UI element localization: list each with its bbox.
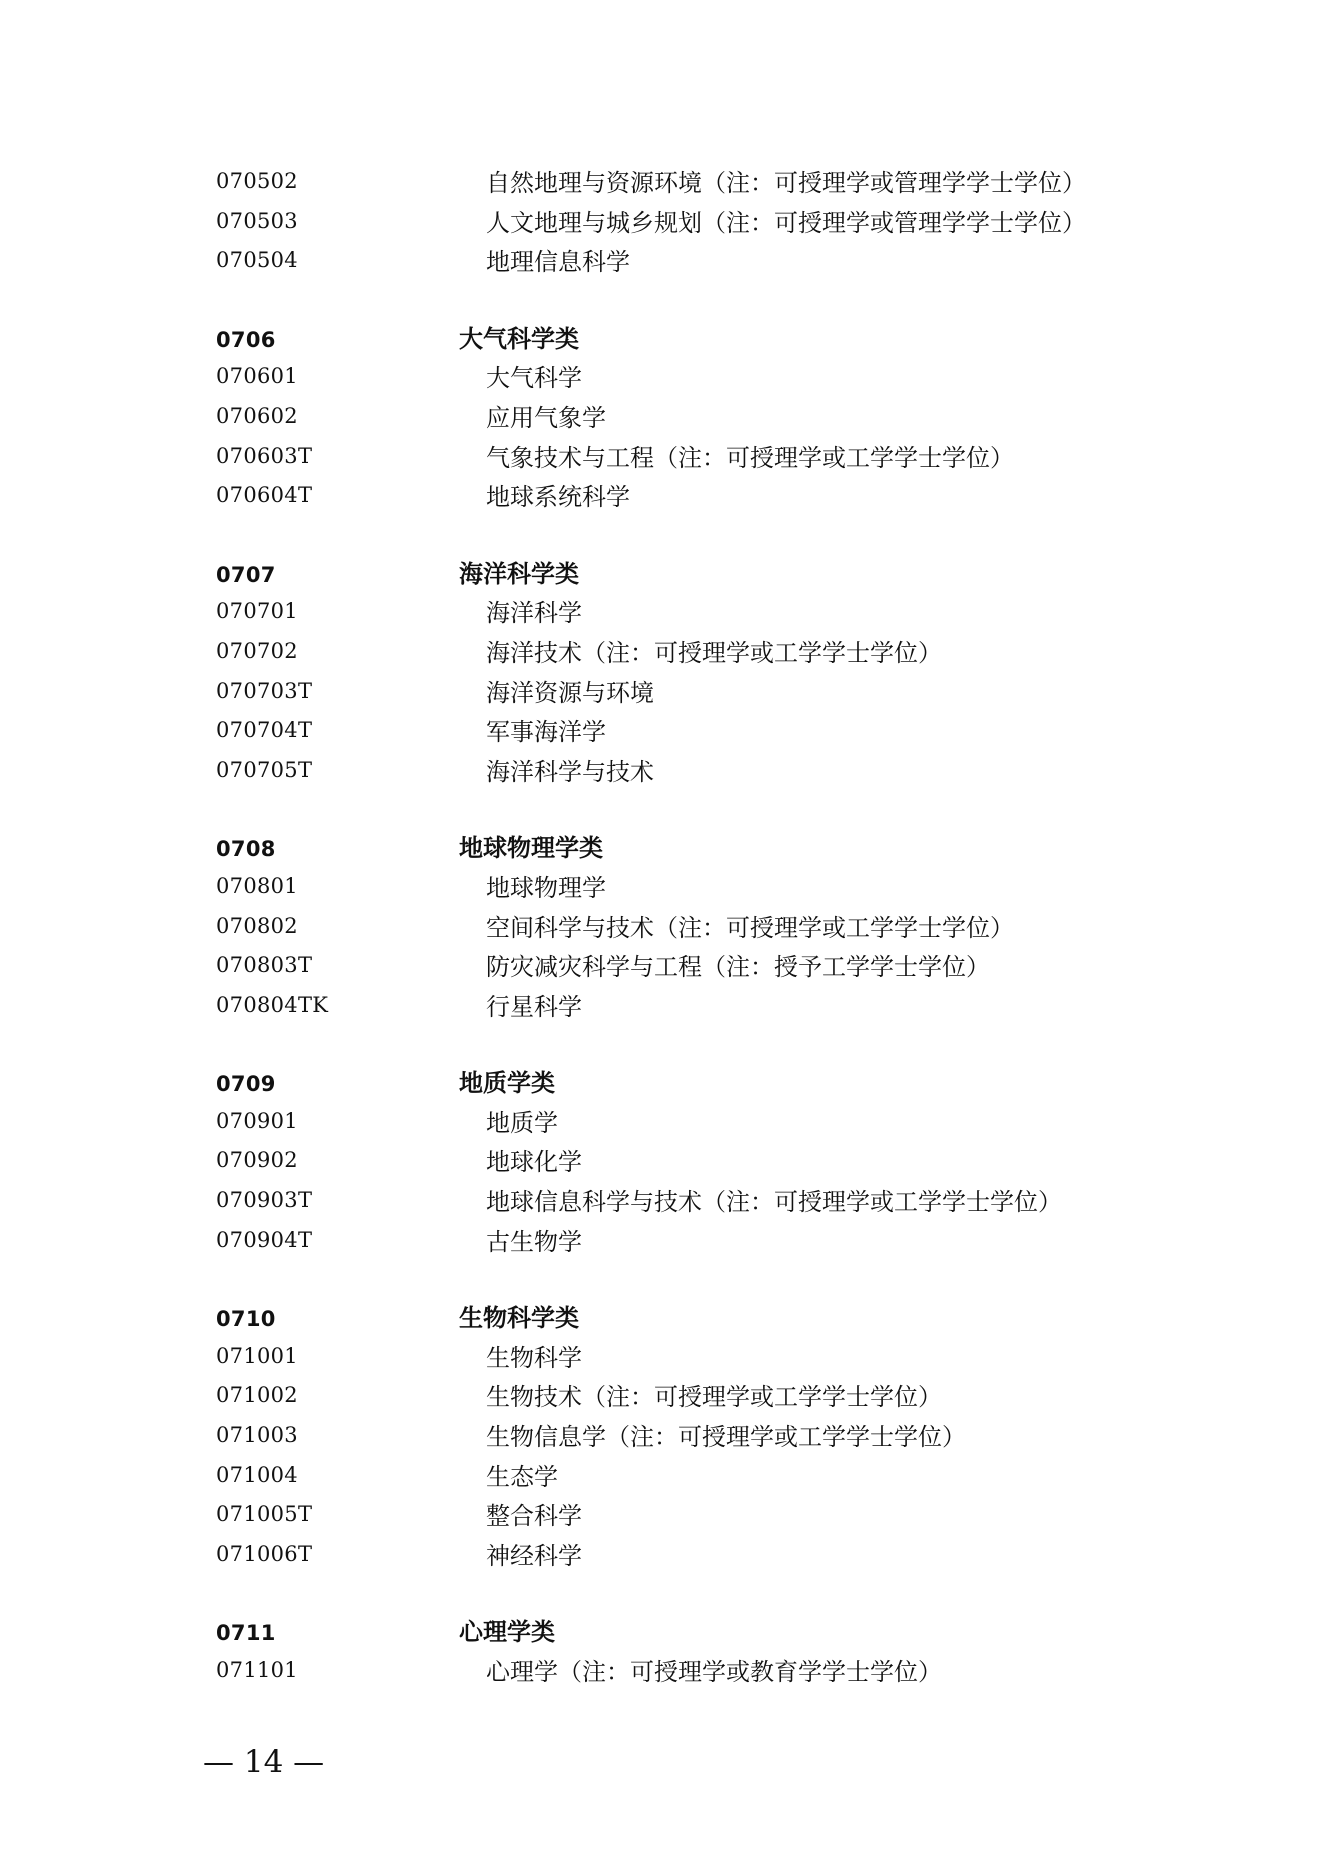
major-name: 心理学（注：可授理学或教育学学士学位） [486,1658,942,1686]
major-code: 070704T [216,718,313,743]
major-code: 070502 [216,169,298,193]
major-code: 071006T [216,1541,313,1566]
category-code: 0707 [216,562,276,587]
major-code: 070603T [216,443,313,468]
major-row [0,990,1323,1030]
major-code: 070503 [216,208,298,233]
major-name: 行星科学 [486,992,582,1021]
major-name: 古生物学 [486,1227,582,1256]
major-name: 地球信息科学与技术（注：可授理学或工学学士学位） [486,1188,1062,1217]
category-code: 0708 [216,837,276,862]
major-name: 生物信息学（注：可授理学或工学学士学位） [486,1423,966,1452]
major-name: 地质学 [486,1108,558,1137]
major-code: 071003 [216,1423,298,1448]
major-row [0,401,1323,441]
major-code: 071004 [216,1462,298,1487]
major-name: 大气科学 [486,364,582,393]
major-code: 070801 [216,873,298,898]
major-row [0,245,1323,285]
major-row [0,871,1323,911]
major-row [0,715,1323,755]
major-row [0,166,1323,206]
major-row [0,676,1323,716]
major-row [0,441,1323,481]
major-row [0,1106,1323,1146]
major-row [0,1380,1323,1420]
major-code: 070705T [216,757,313,782]
major-name: 整合科学 [486,1502,582,1531]
major-name: 军事海洋学 [486,718,606,747]
major-code: 070902 [216,1148,298,1173]
category-header-row [0,1066,1323,1106]
category-name: 地质学类 [459,1069,555,1098]
major-name: 自然地理与资源环境（注：可授理学或管理学学士学位） [486,169,1086,197]
category-name: 生物科学类 [459,1304,579,1333]
major-row [0,1185,1323,1225]
major-code: 070802 [216,913,298,938]
category-name: 心理学类 [459,1618,555,1647]
category-header-row [0,831,1323,871]
major-catalog-list [0,166,1323,1695]
major-row [0,1655,1323,1695]
major-code: 070904T [216,1227,313,1252]
major-code: 070702 [216,638,298,663]
major-row [0,636,1323,676]
major-name: 海洋科学与技术 [486,757,654,786]
major-row [0,911,1323,951]
major-row [0,1460,1323,1500]
major-code: 071001 [216,1343,298,1368]
page-number: — 14 — [203,1744,325,1780]
category-name: 地球物理学类 [459,834,603,863]
category-name: 海洋科学类 [459,559,579,588]
major-code: 070701 [216,599,298,624]
major-name: 地球系统科学 [486,483,630,512]
category-code: 0711 [216,1621,276,1646]
major-name: 海洋资源与环境 [486,678,654,707]
major-name: 生态学 [486,1462,558,1491]
major-row [0,1341,1323,1381]
major-row [0,480,1323,520]
category-header-row [0,1615,1323,1655]
major-row [0,206,1323,246]
major-code: 070604T [216,483,313,508]
major-name: 气象技术与工程（注：可授理学或工学学士学位） [486,443,1014,472]
major-row [0,596,1323,636]
major-name: 应用气象学 [486,403,606,432]
major-code: 070804TK [216,992,329,1017]
major-code: 071101 [216,1658,298,1682]
major-code: 070602 [216,403,298,428]
major-code: 070803T [216,953,313,978]
major-code: 071002 [216,1383,298,1408]
major-name: 防灾减灾科学与工程（注：授予工学学士学位） [486,953,990,982]
major-name: 地理信息科学 [486,248,630,277]
category-header-row [0,557,1323,597]
major-code: 070901 [216,1108,298,1133]
major-code: 070504 [216,248,298,273]
major-row [0,950,1323,990]
category-header-row [0,1301,1323,1341]
major-name: 神经科学 [486,1541,582,1570]
category-code: 0709 [216,1072,276,1097]
major-code: 070903T [216,1188,313,1213]
major-row [0,1420,1323,1460]
category-code: 0706 [216,327,276,352]
major-code: 070703T [216,678,313,703]
major-row [0,1539,1323,1579]
major-row [0,755,1323,795]
major-row [0,1145,1323,1185]
major-row [0,1499,1323,1539]
category-name: 大气科学类 [459,324,579,353]
major-code: 071005T [216,1502,313,1527]
major-name: 生物科学 [486,1343,582,1372]
major-name: 空间科学与技术（注：可授理学或工学学士学位） [486,913,1014,942]
major-name: 海洋技术（注：可授理学或工学学士学位） [486,638,942,667]
major-name: 海洋科学 [486,599,582,628]
category-code: 0710 [216,1307,276,1332]
major-name: 地球化学 [486,1148,582,1177]
category-header-row [0,322,1323,362]
major-row [0,361,1323,401]
major-name: 地球物理学 [486,873,606,902]
major-name: 生物技术（注：可授理学或工学学士学位） [486,1383,942,1412]
major-code: 070601 [216,364,298,389]
major-name: 人文地理与城乡规划（注：可授理学或管理学学士学位） [486,208,1086,237]
major-row [0,1225,1323,1265]
